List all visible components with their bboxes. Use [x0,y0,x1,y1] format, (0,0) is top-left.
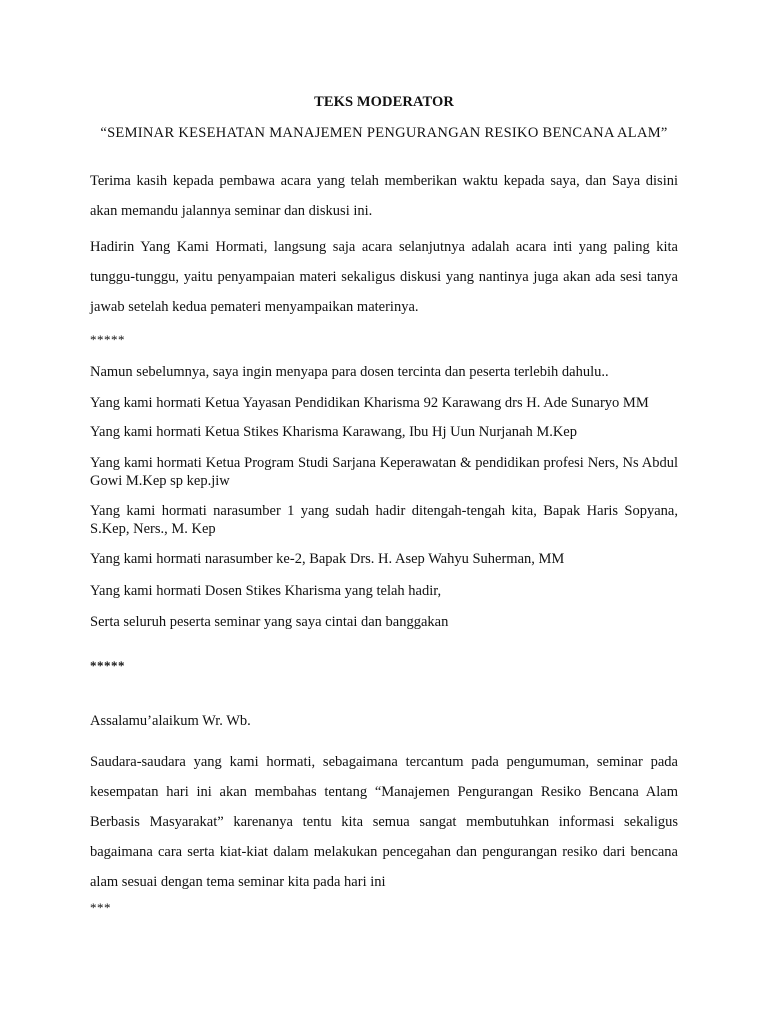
paragraph-greeting-lecturers: Yang kami hormati Dosen Stikes Kharisma yang telah hadir, [90,583,442,599]
paragraph-topic: Saudara-saudara yang kami hormati, sebagaimana tercantum pada pengumuman, seminar pada kesempatan hari ini akan membahas tentang “Manajemen Pengurangan Resiko Bencana Alam Berbasis Masyarakat” karenanya tentu kita semua sangat membutuhkan informasi sekaligus bagaimana cara serta kiat-kiat dalam melakukan pencegahan dan pengurangan resiko dari bencana alam sesuai dengan tema seminar kita pada hari ini [90,754,678,890]
document-page [90,0,678,1024]
separator-stars-end: *** [90,900,111,915]
paragraph-greeting-prodi: Yang kami hormati Ketua Program Studi Sarjana Keperawatan & pendidikan profesi Ners, Ns Abdul Gowi M.Kep sp kep.jiw [90,455,678,489]
paragraph-greeting-stikes: Yang kami hormati Ketua Stikes Kharisma Karawang, Ibu Hj Uun Nurjanah M.Kep [90,424,577,440]
paragraph-greeting-speaker-1: Yang kami hormati narasumber 1 yang sudah hadir ditengah-tengah kita, Bapak Haris Sopyana, S.Kep, Ners., M. Kep [90,503,678,537]
paragraph-audience: Hadirin Yang Kami Hormati, langsung saja acara selanjutnya adalah acara inti yang paling kita tunggu-tunggu, yaitu penyampaian materi sekaligus diskusi yang nantinya juga akan ada sesi tanya jawab setelah kedua pemateri menyampaikan materinya. [90,239,678,315]
paragraph-salam: Assalamu’alaikum Wr. Wb. [90,713,251,729]
document-title: TEKS MODERATOR [314,94,454,110]
paragraph-opening: Terima kasih kepada pembawa acara yang telah memberikan waktu kepada saya, dan Saya disini akan memandu jalannya seminar dan diskusi ini. [90,173,678,219]
paragraph-greeting-intro: Namun sebelumnya, saya ingin menyapa para dosen tercinta dan peserta terlebih dahulu.. [90,364,609,380]
paragraph-greeting-participants: Serta seluruh peserta seminar yang saya cintai dan banggakan [90,614,449,630]
separator-stars: ***** [90,332,125,347]
paragraph-greeting-speaker-2: Yang kami hormati narasumber ke-2, Bapak Drs. H. Asep Wahyu Suherman, MM [90,551,565,567]
separator-stars-bold: ***** [90,658,125,673]
document-subtitle: “SEMINAR KESEHATAN MANAJEMEN PENGURANGAN RESIKO BENCANA ALAM” [100,125,668,141]
paragraph-greeting-yayasan: Yang kami hormati Ketua Yayasan Pendidikan Kharisma 92 Karawang drs H. Ade Sunaryo MM [90,395,649,411]
